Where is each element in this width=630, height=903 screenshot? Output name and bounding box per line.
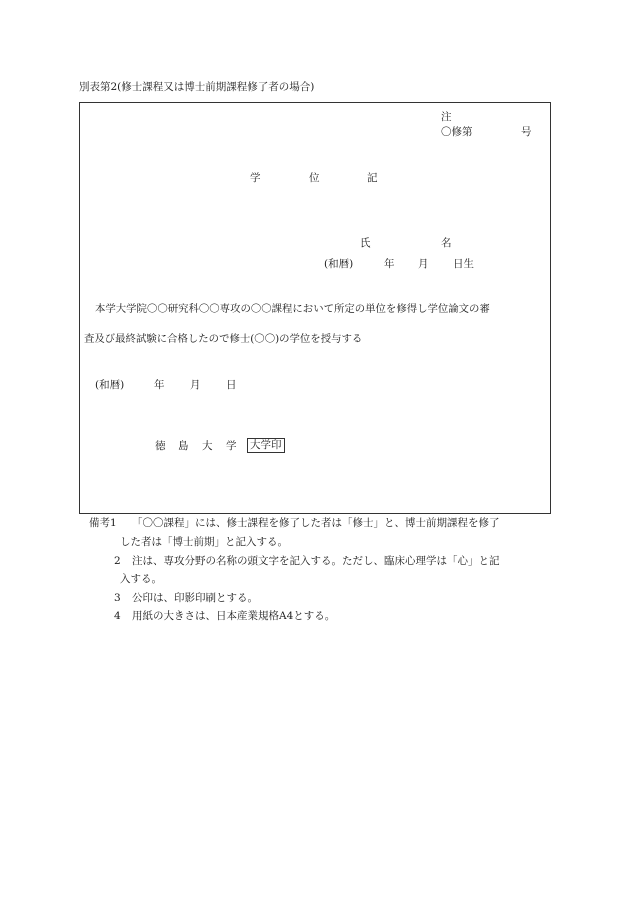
remark-4-text: 用紙の大きさは、日本産業規格A4とする。 xyxy=(132,610,336,622)
university-char-1: 徳 xyxy=(155,440,166,452)
university-char-2: 島 xyxy=(178,440,189,452)
award-date-era: (和暦) xyxy=(95,379,125,391)
remark-3-text: 公印は、印影印刷とする。 xyxy=(132,592,258,604)
award-date-year: 年 xyxy=(154,379,165,391)
remark-2-number: 2 xyxy=(114,555,121,567)
remarks-label: 備考1 xyxy=(89,517,117,529)
title-char-1: 学 xyxy=(250,172,261,184)
title-char-2: 位 xyxy=(309,172,320,184)
birth-year: 年 xyxy=(384,258,395,270)
remark-4-number: 4 xyxy=(114,610,121,622)
name-char-1: 氏 xyxy=(360,237,371,249)
name-char-2: 名 xyxy=(441,237,452,249)
university-seal-box: 大学印 xyxy=(247,438,285,453)
certificate-number-suffix: 号 xyxy=(521,126,532,138)
remark-1-line-1: 「〇〇課程」には、修士課程を修了した者は「修士」と、博士前期課程を修了 xyxy=(132,517,500,529)
title-char-3: 記 xyxy=(367,172,378,184)
remark-3-number: 3 xyxy=(114,592,121,604)
award-date-month: 月 xyxy=(190,379,201,391)
birth-month: 月 xyxy=(418,258,429,270)
university-char-3: 大 xyxy=(202,440,213,452)
certificate-body-line-1: 本学大学院〇〇研究科〇〇専攻の〇〇課程において所定の単位を修得し学位論文の審 xyxy=(95,303,490,315)
certificate-body-line-2: 査及び最終試験に合格したので修士(〇〇)の学位を授与する xyxy=(84,333,363,345)
remark-1-line-2: した者は「博士前期」と記入する。 xyxy=(120,536,288,548)
certificate-number-prefix: 〇修第 xyxy=(441,126,473,138)
birth-era: (和暦) xyxy=(324,258,354,270)
birth-day: 日生 xyxy=(453,258,474,270)
award-date-day: 日 xyxy=(226,379,237,391)
university-char-4: 学 xyxy=(226,440,237,452)
remark-2-line-2: 入する。 xyxy=(120,573,162,585)
table-caption: 別表第2(修士課程又は博士前期課程修了者の場合) xyxy=(79,81,315,93)
note-label: 注 xyxy=(441,111,452,123)
remark-2-line-1: 注は、専攻分野の名称の頭文字を記入する。ただし、臨床心理学は「心」と記 xyxy=(132,555,500,567)
